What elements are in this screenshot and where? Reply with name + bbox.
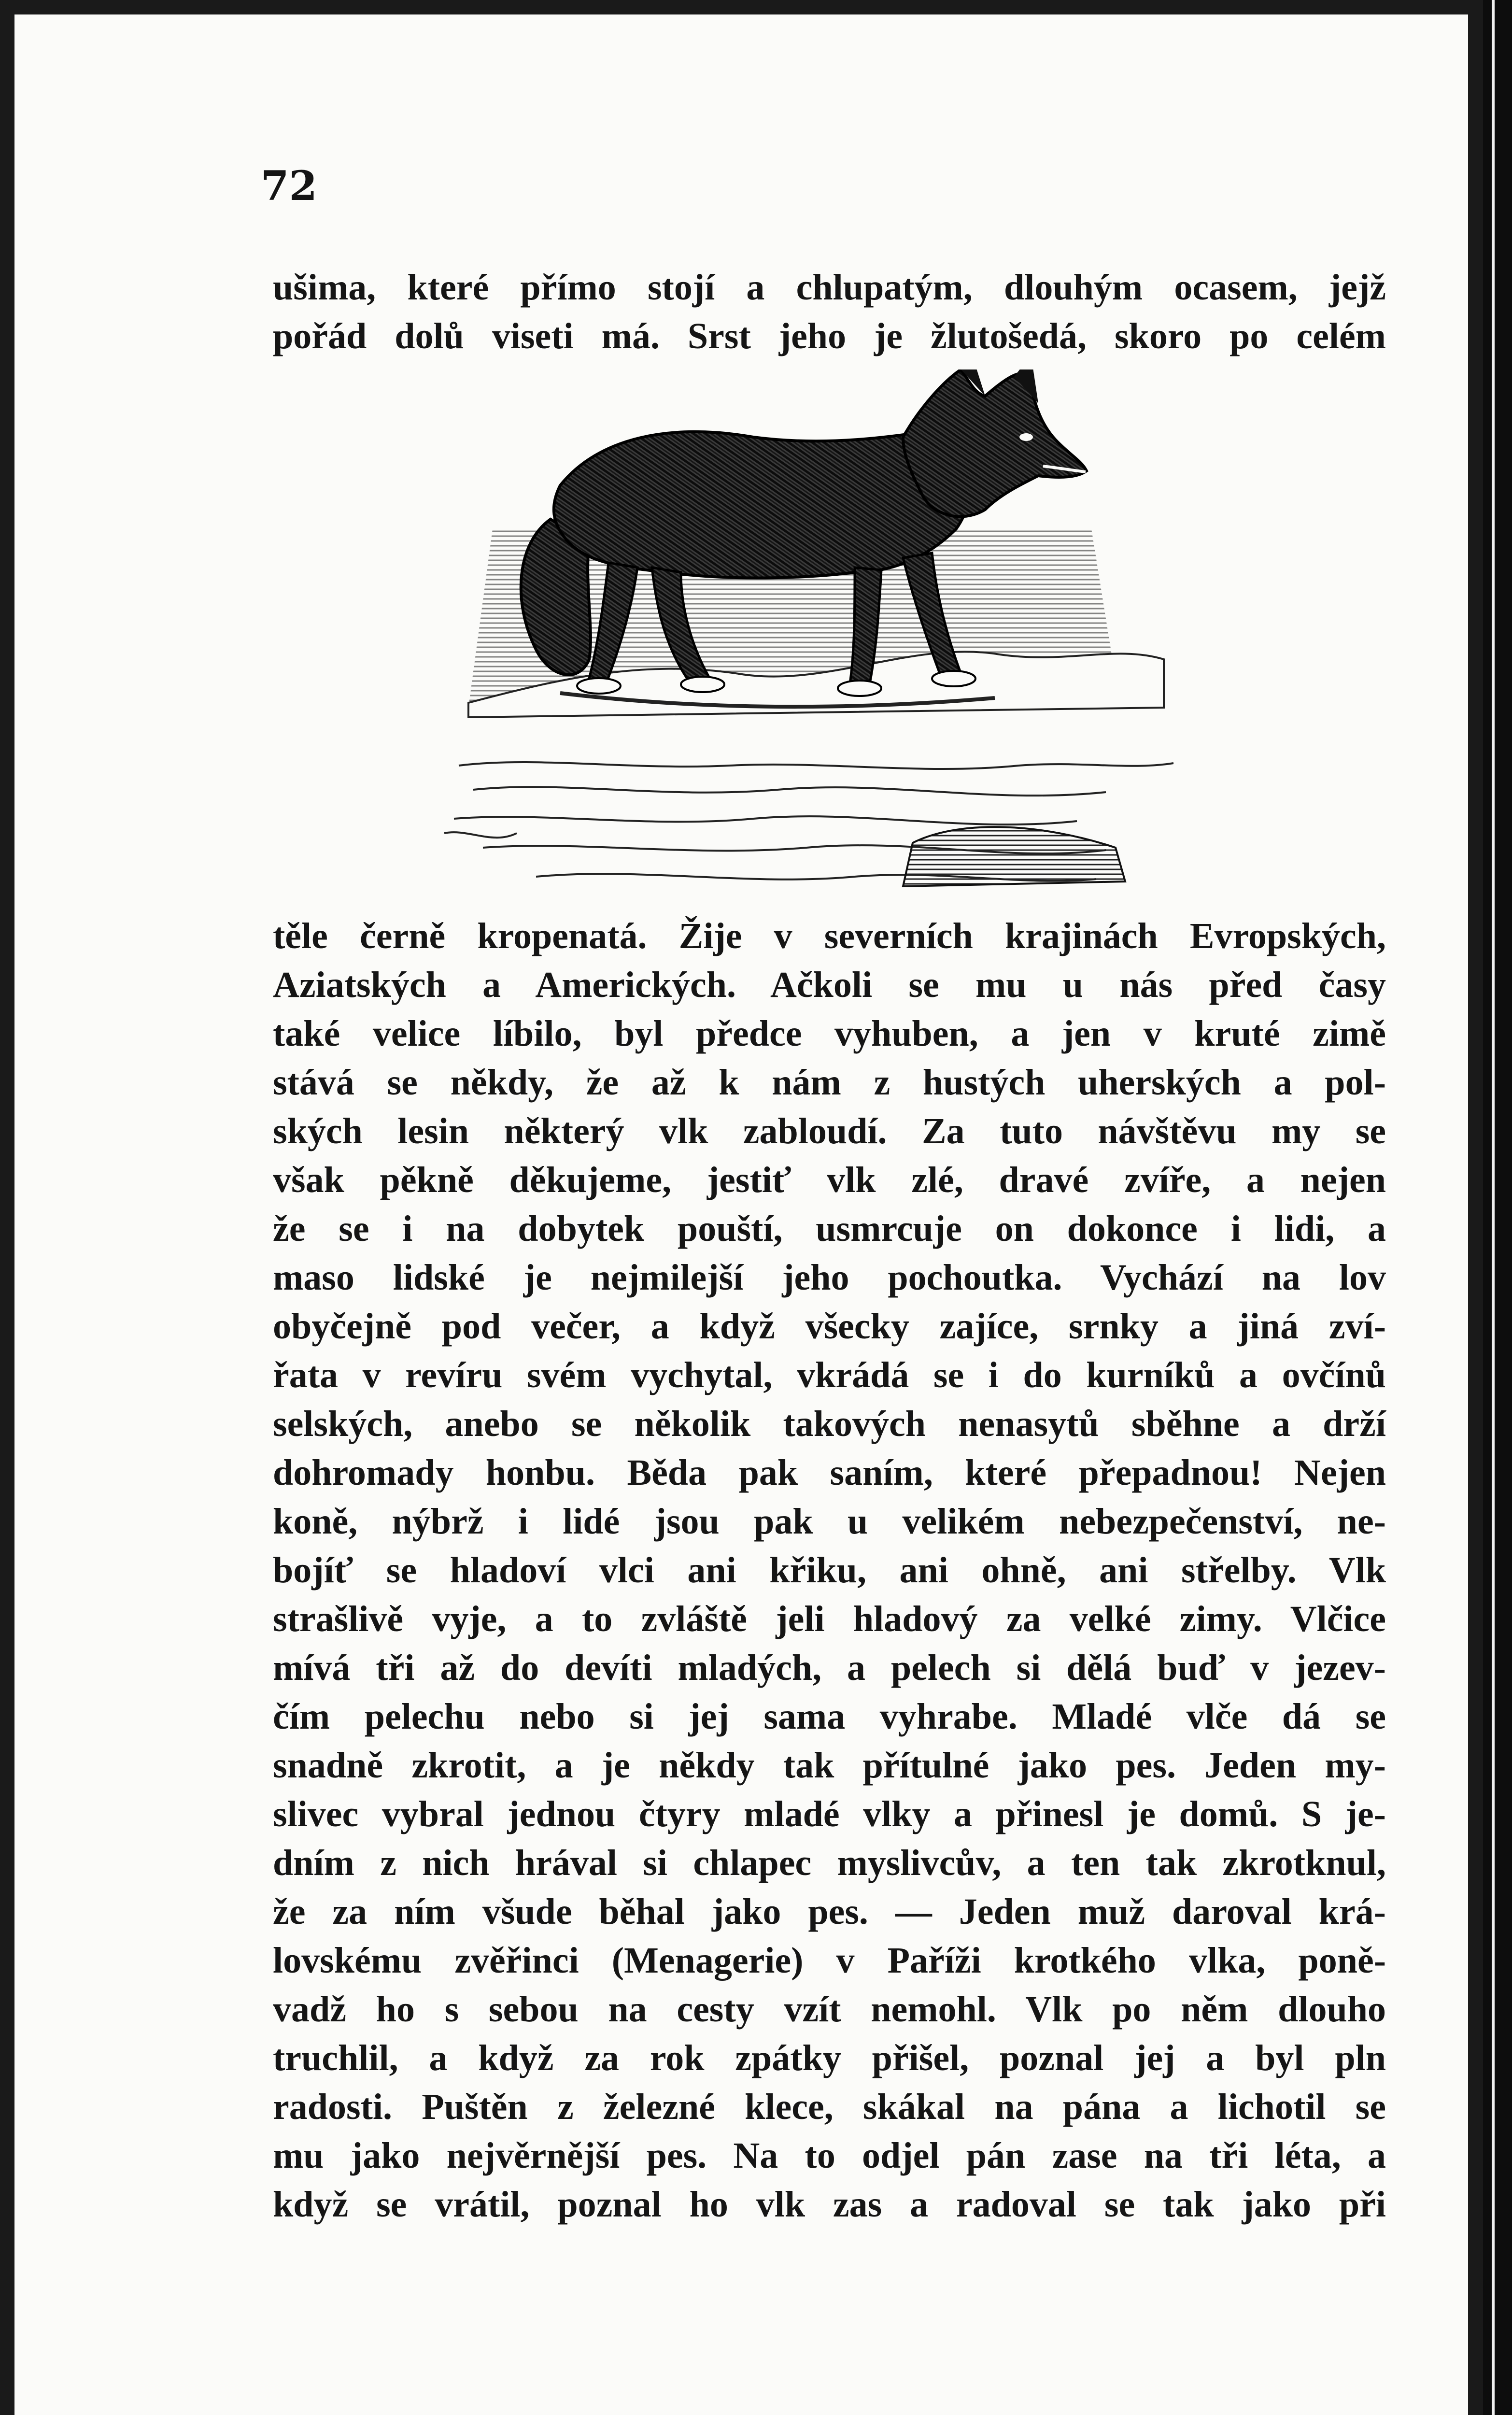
text-line: pořád dolů viseti má. Srst jeho je žlutošedá, skoro po celém (273, 316, 1386, 356)
text-line: snadně zkrotit, a je někdy tak přítulné jako pes. Jeden my- (273, 1745, 1386, 1786)
text-line: selských, anebo se několik takových nenasytů sběhne a drží (273, 1404, 1386, 1444)
text-line: že za ním všude běhal jako pes. — Jeden muž daroval krá- (273, 1891, 1386, 1932)
text-line: koně, nýbrž i lidé jsou pak u velikém nebezpečenství, ne- (273, 1501, 1386, 1542)
text-line: mívá tři až do devíti mladých, a pelech si dělá buď v jezev- (273, 1648, 1386, 1688)
wolf-engraving-icon (439, 369, 1193, 906)
text-line: lovskému zvěřinci (Menagerie) v Paříži krotkého vlka, poně- (273, 1940, 1386, 1981)
text-line: ských lesin některý vlk zabloudí. Za tuto návštěvu my se (273, 1111, 1386, 1151)
paragraph-bottom (273, 912, 1386, 2229)
text-line: když se vrátil, poznal ho vlk zas a radoval se tak jako při (273, 2184, 1386, 2225)
text-line: maso lidské je nejmilejší jeho pochoutka. Vychází na lov (273, 1257, 1386, 1298)
text-line: čím pelechu nebo si jej sama vyhrabe. Mladé vlče dá se (273, 1696, 1386, 1737)
text-line: těle černě kropenatá. Žije v severních krajinách Evropských, (273, 916, 1386, 956)
text-line: bojíť se hladoví vlci ani křiku, ani ohně, ani střelby. Vlk (273, 1550, 1386, 1591)
text-line: truchlil, a když za rok zpátky přišel, poznal jej a byl pln (273, 2038, 1386, 2078)
text-line: ušima, které přímo stojí a chlupatým, dlouhým ocasem, jejž (273, 267, 1386, 308)
text-line: dohromady honbu. Běda pak saním, které přepadnou! Nejen (273, 1452, 1386, 1493)
book-page (14, 14, 1468, 2415)
text-line: stává se někdy, že až k nám z hustých uherských a pol- (273, 1062, 1386, 1103)
text-line: Aziatských a Amerických. Ačkoli se mu u nás před časy (273, 965, 1386, 1005)
text-line: strašlivě vyje, a to zvláště jeli hladový za velké zimy. Vlčice (273, 1599, 1386, 1639)
paragraph-top (273, 263, 1386, 361)
text-line: že se i na dobytek pouští, usmrcuje on dokonce i lidi, a (273, 1208, 1386, 1249)
page-number: 72 (261, 162, 317, 210)
page-edge-line (1492, 0, 1495, 2415)
text-line: mu jako nejvěrnější pes. Na to odjel pán zase na tři léta, a (273, 2135, 1386, 2176)
text-line: vadž ho s sebou na cesty vzít nemohl. Vlk po něm dlouho (273, 1989, 1386, 2030)
text-line: řata v revíru svém vychytal, vkrádá se i do kurníků a ovčínů (273, 1355, 1386, 1395)
text-line: slivec vybral jednou čtyry mladé vlky a přinesl je domů. S je- (273, 1794, 1386, 1834)
text-line: radosti. Puštěn z železné klece, skákal na pána a lichotil se (273, 2087, 1386, 2127)
text-line: dním z nich hrával si chlapec myslivcův, a ten tak zkrotknul, (273, 1843, 1386, 1883)
text-line: také velice líbilo, byl předce vyhuben, a jen v kruté zimě (273, 1013, 1386, 1054)
text-line: obyčejně pod večer, a když všecky zajíce, srnky a jiná zví- (273, 1306, 1386, 1347)
page-edge (1483, 0, 1512, 2415)
text-line: však pěkně děkujeme, jestiť vlk zlé, dravé zvíře, a nejen (273, 1160, 1386, 1200)
